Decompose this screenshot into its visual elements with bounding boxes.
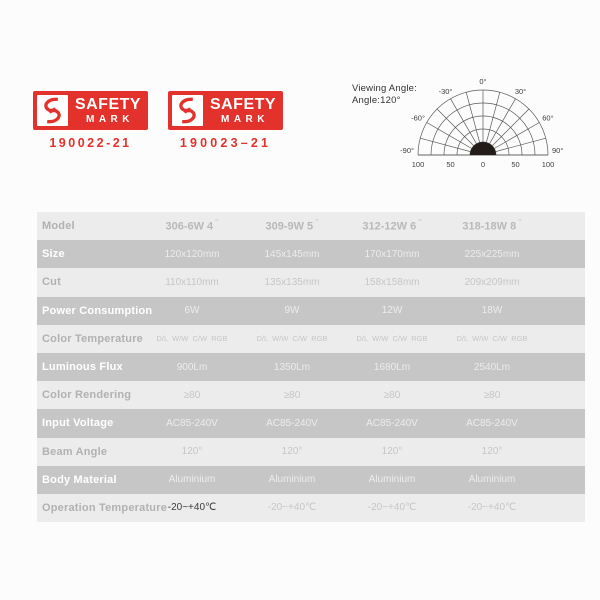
spec-cell: 158x158mm	[364, 276, 420, 288]
spec-cell: AC85-240V	[366, 417, 418, 429]
safety-mark-s-icon	[172, 95, 203, 126]
spec-cell: 312-12W 6 ″	[362, 218, 422, 233]
viewing-angle-line2: Angle:120°	[352, 94, 401, 106]
spec-cell: 1680Lm	[373, 361, 411, 373]
spec-cell: -20~+40℃	[367, 502, 417, 514]
spec-cell: Aluminium	[268, 474, 316, 486]
spec-cell: 306-6W 4 ″	[165, 218, 219, 233]
spec-cell: 318-18W 8 ″	[462, 218, 522, 233]
safety-label: SAFETY	[209, 95, 277, 113]
spec-cell: D/L W/W C/W RGB	[456, 334, 528, 344]
safety-mark-logo	[168, 91, 283, 130]
safety-mark-cert-1	[33, 91, 148, 150]
spec-cell: 170x170mm	[364, 248, 420, 260]
safety-mark-logo	[33, 91, 148, 130]
viewing-angle-polar-chart	[395, 76, 580, 176]
spec-cell: D/L W/W C/W RGB	[356, 334, 428, 344]
spec-cell: 110x110mm	[165, 276, 219, 288]
spec-cell: -20~+40℃	[167, 502, 217, 514]
table-row	[37, 325, 585, 353]
spec-cell: 6W	[184, 305, 200, 317]
table-row	[37, 466, 585, 494]
spec-cell: 309-9W 5 ″	[265, 218, 319, 233]
table-row	[37, 494, 585, 522]
spec-cell: 120°	[281, 446, 303, 458]
spec-cell: 9W	[284, 305, 300, 317]
mark-label: MARK	[86, 113, 134, 125]
spec-cell: 120°	[181, 446, 203, 458]
beam-fill	[470, 142, 496, 155]
spec-cell: Aluminium	[468, 474, 516, 486]
row-label: Color Rendering	[42, 389, 132, 402]
certification-number: 190022-21	[49, 136, 132, 150]
safety-label: SAFETY	[74, 95, 142, 113]
spec-cell: -20~+40℃	[467, 502, 517, 514]
spec-cell: 209x209mm	[464, 276, 520, 288]
angle-label: 60°	[542, 113, 554, 123]
scale-label: 100	[541, 160, 555, 169]
spec-cell: AC85-240V	[466, 417, 518, 429]
row-label: Body Material	[42, 473, 117, 486]
table-row	[37, 353, 585, 381]
angle-label: -30°	[438, 86, 453, 96]
spec-cell: ≥80	[383, 389, 401, 401]
spec-cell: 120°	[381, 446, 403, 458]
spec-cell: 145x145mm	[264, 248, 320, 260]
spec-table	[37, 212, 585, 522]
spec-cell: 225x225mm	[464, 248, 520, 260]
spec-cell: ≥80	[283, 389, 301, 401]
angle-label: 0°	[479, 77, 487, 86]
table-row	[37, 381, 585, 409]
row-label: Operation Temperature	[42, 501, 168, 514]
spec-cell: D/L W/W C/W RGB	[156, 334, 228, 344]
table-row	[37, 240, 585, 268]
scale-label: 50	[446, 160, 455, 169]
angle-label: 90°	[552, 146, 564, 155]
mark-label: MARK	[221, 113, 269, 125]
safety-mark-text	[68, 97, 148, 125]
row-label: Beam Angle	[42, 445, 108, 458]
row-label: Input Voltage	[42, 417, 114, 430]
row-label: Model	[42, 220, 75, 233]
spec-cell: -20~+40℃	[267, 502, 317, 514]
table-row	[37, 297, 585, 325]
spec-cell: 2540Lm	[473, 361, 511, 373]
spec-cell: 135x135mm	[264, 276, 320, 288]
spec-cell: Aluminium	[168, 474, 216, 486]
row-label: Color Temperature	[42, 332, 143, 345]
scale-label: 50	[511, 160, 520, 169]
angle-label: 30°	[514, 86, 527, 96]
row-label: Size	[42, 248, 65, 261]
spec-cell: 900Lm	[176, 361, 208, 373]
spec-cell: D/L W/W C/W RGB	[256, 334, 328, 344]
scale-label: 0	[480, 160, 486, 169]
safety-mark-text	[203, 97, 283, 125]
spec-cell: 1350Lm	[273, 361, 311, 373]
table-row	[37, 212, 585, 240]
certification-number: 190023–21	[179, 136, 272, 150]
certification-logos	[33, 91, 283, 150]
spec-cell: ≥80	[483, 389, 501, 401]
safety-mark-s-icon	[37, 95, 68, 126]
spec-cell: Aluminium	[368, 474, 416, 486]
spec-cell: 120°	[481, 446, 503, 458]
spec-cell: 12W	[381, 305, 403, 317]
table-row	[37, 268, 585, 296]
spec-cell: 18W	[481, 305, 503, 317]
row-label: Cut	[42, 276, 61, 289]
angle-label: -60°	[411, 113, 425, 123]
table-row	[37, 409, 585, 437]
spec-cell: ≥80	[183, 389, 201, 401]
row-label: Luminous Flux	[42, 361, 123, 374]
angle-label: -90°	[400, 146, 414, 155]
spec-cell: AC85-240V	[266, 417, 318, 429]
table-row	[37, 438, 585, 466]
safety-mark-cert-2	[168, 91, 283, 150]
row-label: Power Consumption	[42, 304, 153, 317]
scale-label: 100	[411, 160, 425, 169]
spec-cell: 120x120mm	[164, 248, 220, 260]
spec-cell: AC85-240V	[166, 417, 218, 429]
viewing-angle-line1: Viewing Angle:	[352, 83, 417, 94]
